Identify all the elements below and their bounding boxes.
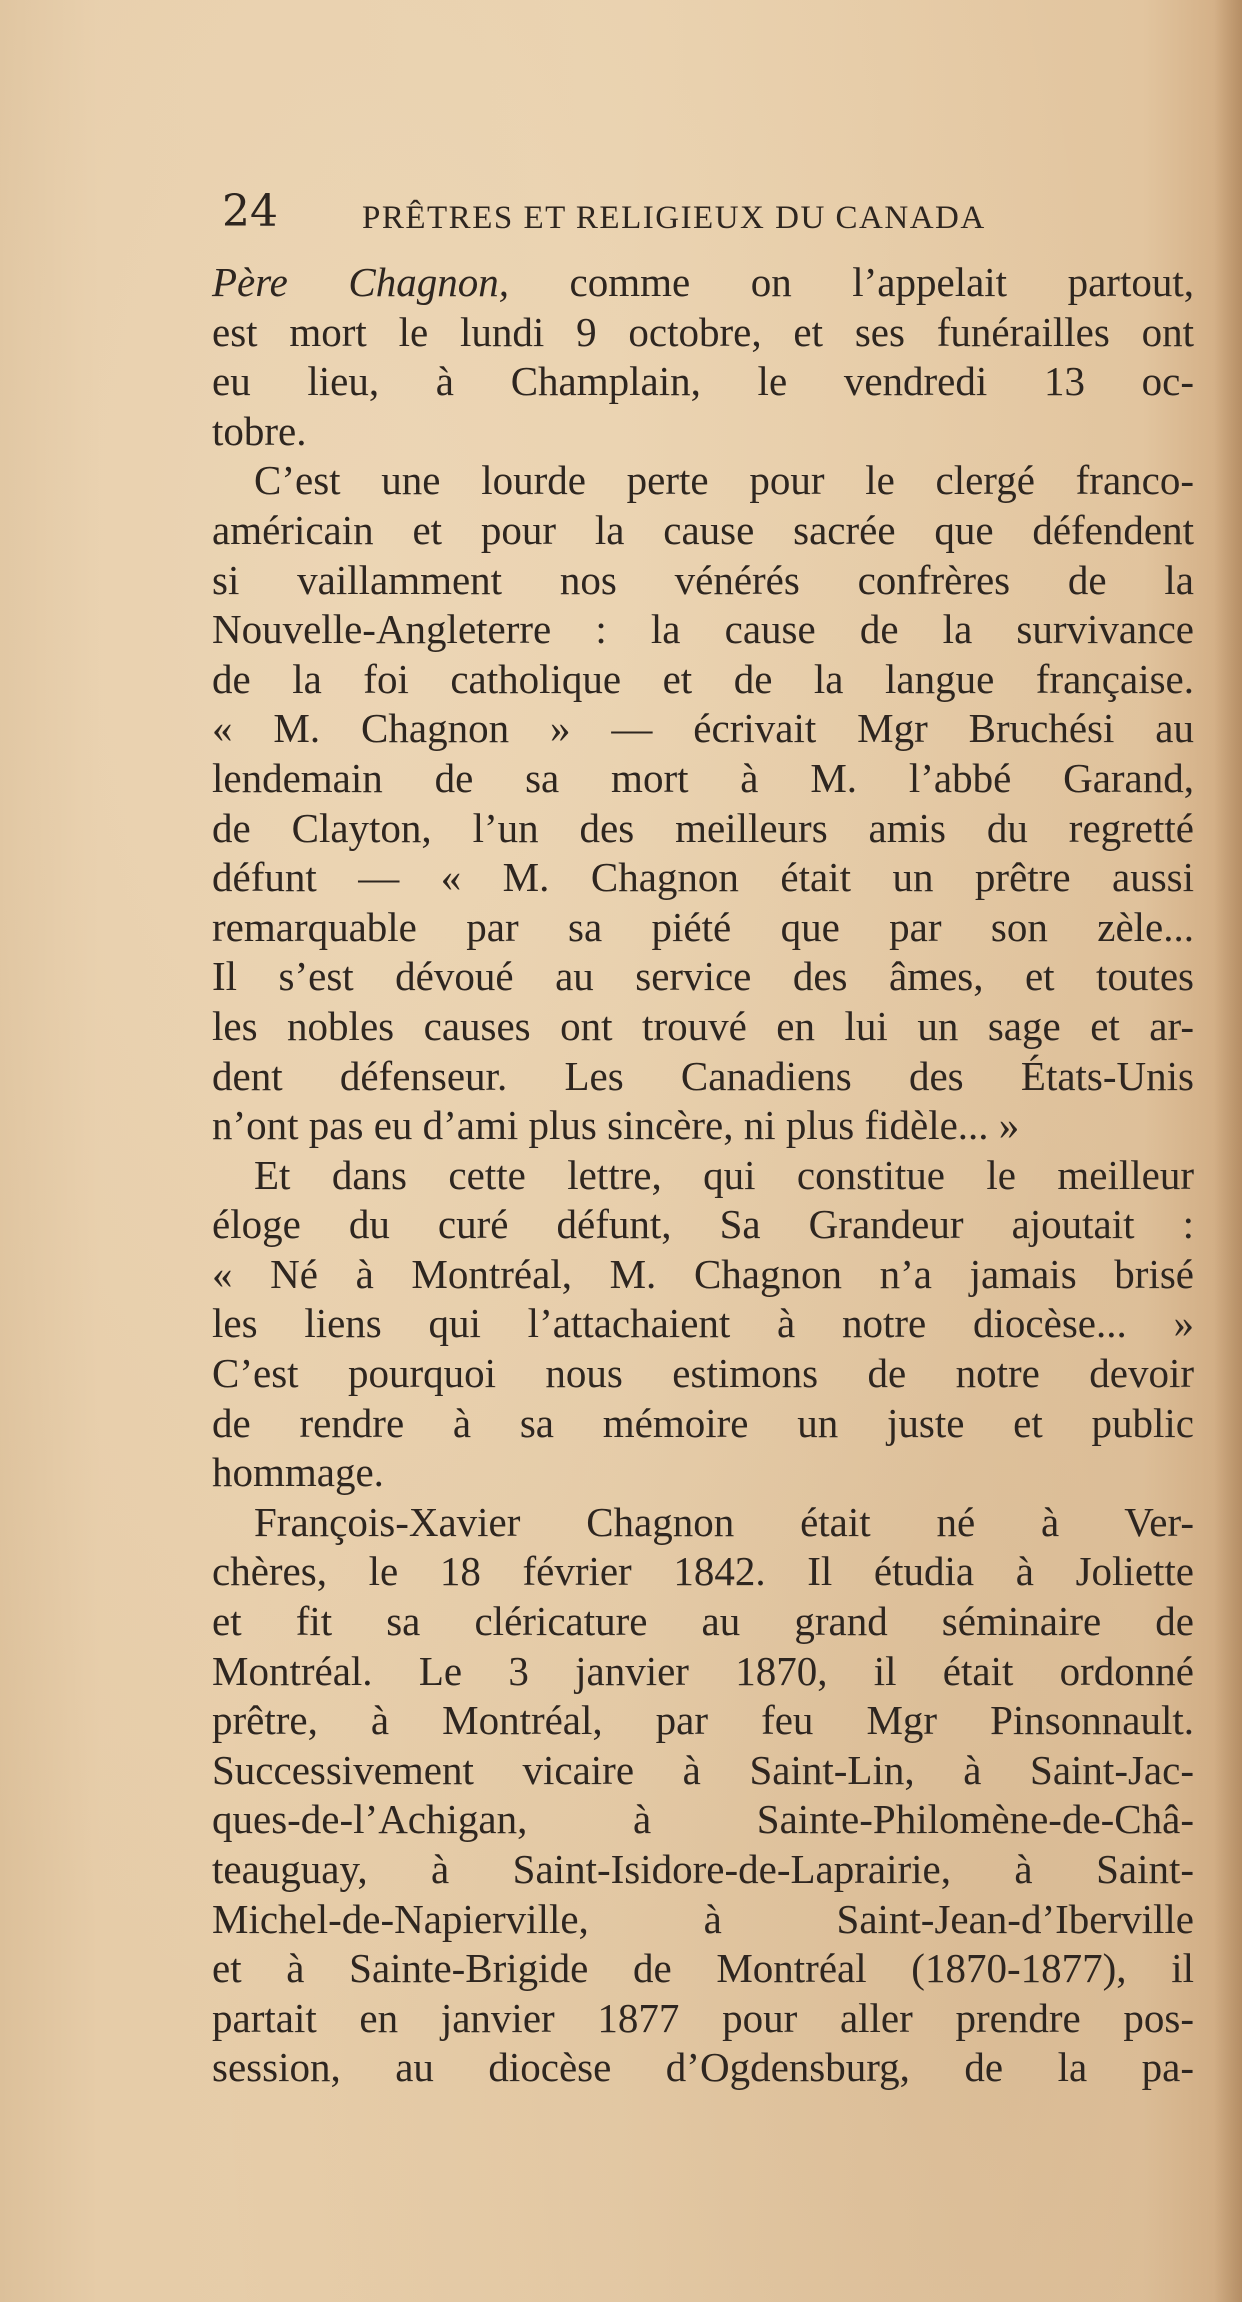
text-line: Père Chagnon, comme on l’appelait partout, [212,259,1194,305]
text-line: ques-de-l’Achigan, à Sainte-Philomène-de-Châ- [212,1796,1194,1843]
text-line: tobre. [212,407,307,454]
text-line: C’est pourquoi nous estimons de notre devoir [212,1350,1194,1397]
text-line: chères, le 18 février 1842. Il étudia à Joliette [212,1548,1194,1595]
text-line: de Clayton, l’un des meilleurs amis du regretté [212,804,1194,851]
text-line: prêtre, à Montréal, par feu Mgr Pinsonnault. [212,1697,1194,1744]
text-line: remarquable par sa piété que par son zèle... [212,903,1194,950]
text-line: C’est une lourde perte pour le clergé franco- [254,457,1194,504]
text-line: n’ont pas eu d’ami plus sincère, ni plus fidèle... » [212,1102,1020,1149]
text-line: Et dans cette lettre, qui constitue le meilleur [254,1151,1194,1198]
text-line: teauguay, à Saint-Isidore-de-Laprairie, à Saint- [212,1846,1194,1892]
text-line: « Né à Montréal, M. Chagnon n’a jamais brisé [212,1250,1194,1297]
text-line: Michel-de-Napierville, à Saint-Jean-d’Iberville [212,1895,1194,1942]
text-line: si vaillamment nos vénérés confrères de la [212,556,1194,603]
text-line: partait en janvier 1877 pour aller prendre pos- [212,1994,1194,2041]
text-line: François-Xavier Chagnon était né à Ver- [254,1498,1194,1545]
text-line: défunt — « M. Chagnon était un prêtre aussi [212,854,1194,901]
text-line: américain et pour la cause sacrée que défendent [212,506,1194,553]
page-number: 24 [222,186,278,237]
running-title: PRÊTRES ET RELIGIEUX DU CANADA [362,200,986,236]
page-edge-shadow [1214,0,1242,2302]
text-line: les liens qui l’attachaient à notre diocèse... » [212,1300,1194,1347]
body-text [212,258,1194,2093]
text-line: les nobles causes ont trouvé en lui un sage et ar- [212,1002,1194,1049]
text-line: lendemain de sa mort à M. l’abbé Garand, [212,754,1194,801]
text-line: hommage. [212,1449,384,1496]
text-line: éloge du curé défunt, Sa Grandeur ajoutait : [212,1201,1194,1248]
text-line: eu lieu, à Champlain, le vendredi 13 oc- [212,358,1194,405]
text-line: et à Sainte-Brigide de Montréal (1870-1877), il [212,1945,1194,1992]
text-line: de rendre à sa mémoire un juste et public [212,1399,1194,1446]
text-line: dent défenseur. Les Canadiens des États-Unis [212,1052,1194,1099]
text-line: est mort le lundi 9 octobre, et ses funérailles ont [212,308,1194,355]
text-line: Successivement vicaire à Saint-Lin, à Saint-Jac- [212,1746,1194,1793]
text-line: de la foi catholique et de la langue française. [212,655,1194,702]
text-line: Montréal. Le 3 janvier 1870, il était ordonné [212,1647,1194,1694]
text-line: Il s’est dévoué au service des âmes, et toutes [212,953,1194,1000]
text-line: Nouvelle-Angleterre : la cause de la survivance [212,606,1194,653]
text-line: « M. Chagnon » — écrivait Mgr Bruchési au [212,705,1194,752]
text-line: et fit sa cléricature au grand séminaire de [212,1598,1194,1645]
text-line: session, au diocèse d’Ogdensburg, de la pa- [212,2044,1194,2091]
page-header [222,182,1062,242]
